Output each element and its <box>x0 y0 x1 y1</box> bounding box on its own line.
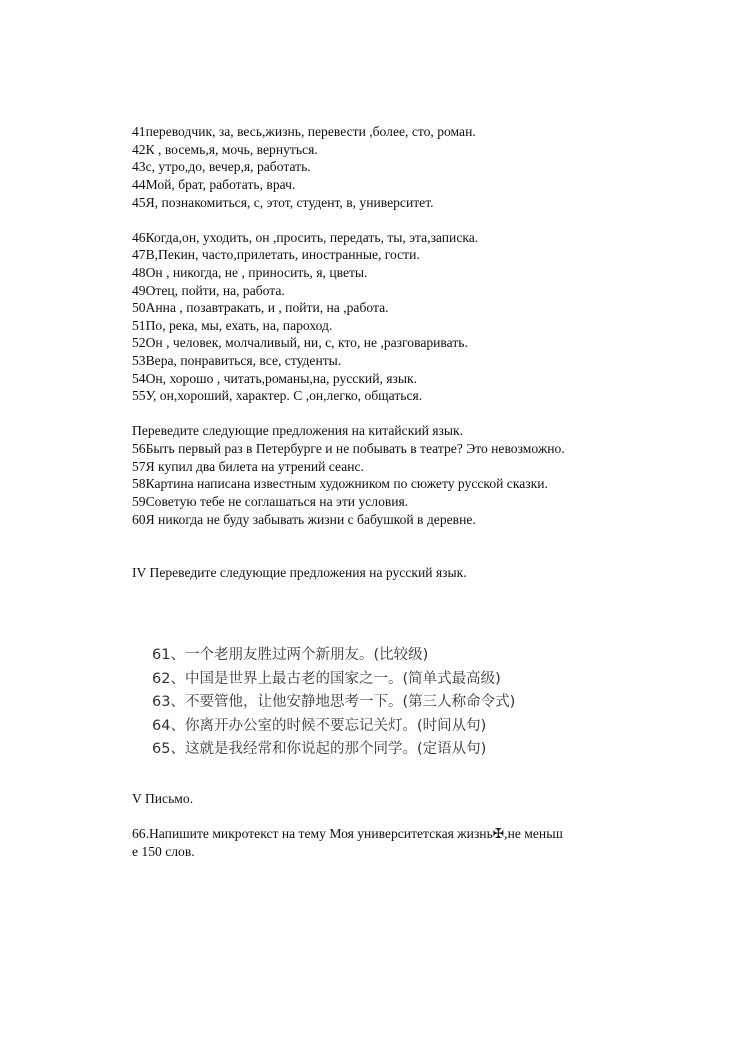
exercise-item-44: 44Мой, брат, работать, врач. <box>132 177 296 192</box>
exercise-item-47: 47В,Пекин, часто,прилетать, иностранные, гости. <box>132 247 420 262</box>
exercise-item-52: 52Он , человек, молчаливый, ни, с, кто, не ,разговаривать. <box>132 335 468 350</box>
exercise-item-65: 65、这就是我经常和你说起的那个同学。(定语从句) <box>152 741 487 757</box>
exercise-item-43: 43с, утро,до, вечер,я, работать. <box>132 159 311 174</box>
exercise-item-56: 56Быть первый раз в Петербурге и не побывать в театре? Это невозможно. <box>132 441 565 456</box>
exercise-item-63: 63、不要管他，让他安静地思考一下。(第三人称命令式) <box>152 694 516 710</box>
exercise-item-53: 53Вера, понравиться, все, студенты. <box>132 353 342 368</box>
exercise-item-57: 57Я купил два билета на утрений сеанс. <box>132 459 364 474</box>
exercise-item-51: 51По, река, мы, ехать, на, пароход. <box>132 318 333 333</box>
exercise-item-55: 55У, он,хороший, характер. С ,он,легко, общаться. <box>132 388 423 403</box>
exercise-item-64: 64、你离开办公室的时候不要忘记关灯。(时间从句) <box>152 718 487 734</box>
exercise-item-66-line1: 66.Напишите микротекст на тему Моя университетская жизнь✠,не меньш <box>132 826 563 841</box>
translate-cn-instruction: Переведите следующие предложения на китайский язык. <box>132 423 464 438</box>
exercise-item-60: 60Я никогда не буду забывать жизни с бабушкой в деревне. <box>132 512 476 527</box>
exercise-item-66-line2: е 150 слов. <box>132 844 195 859</box>
exercise-item-62: 62、中国是世界上最古老的国家之一。(简单式最高级) <box>152 671 501 687</box>
exercise-item-61: 61、一个老朋友胜过两个新朋友。(比较级) <box>152 647 429 663</box>
exercise-item-58: 58Картина написана известным художником по сюжету русской сказки. <box>132 476 548 491</box>
exercise-item-50: 50Анна , позавтракать, и , пойти, на ,работа. <box>132 300 389 315</box>
exercise-item-42: 42К , восемь,я, мочь, вернуться. <box>132 142 318 157</box>
exercise-item-49: 49Отец, пойти, на, работа. <box>132 283 285 298</box>
section-v-heading: V Письмо. <box>132 791 194 806</box>
section-iv-heading: IV Переведите следующие предложения на русский язык. <box>132 565 467 580</box>
exercise-item-46: 46Когда,он, уходить, он ,просить, передать, ты, эта,записка. <box>132 230 479 245</box>
exercise-item-54: 54Он, хорошо , читать,романы,на, русский, язык. <box>132 371 418 386</box>
exercise-item-48: 48Он , никогда, не , приносить, я, цветы. <box>132 265 368 280</box>
exercise-item-45: 45Я, познакомиться, с, этот, студент, в, университет. <box>132 195 434 210</box>
exercise-item-59: 59Советую тебе не соглашаться на эти условия. <box>132 494 409 509</box>
exercise-item-41: 41переводчик, за, весь,жизнь, перевести ,более, сто, роман. <box>132 124 476 139</box>
